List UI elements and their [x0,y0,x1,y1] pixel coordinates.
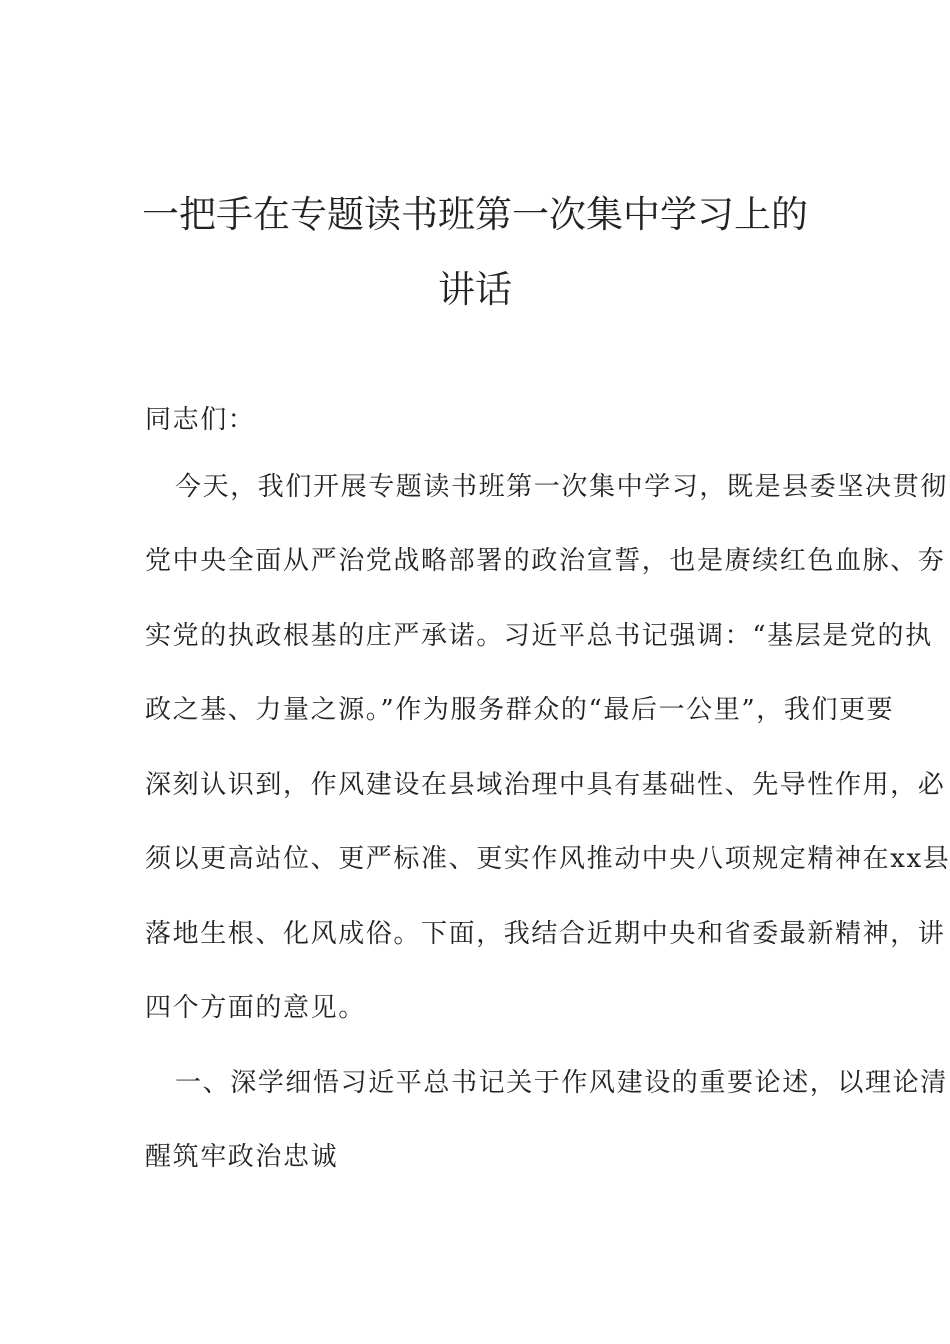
paragraph-line: 须以更高站位、更严标准、更实作风推动中央八项规定精神在xx县 [145,844,950,874]
paragraph-line: 落地生根、化风成俗。下面，我结合近期中央和省委最新精神，讲 [145,919,946,949]
document-title-line: 讲话 [438,268,512,311]
paragraph-line: 四个方面的意见。 [145,993,366,1023]
paragraph-line: 党中央全面从严治党战略部署的政治宣誓，也是赓续红色血脉、夯 [145,546,946,576]
paragraph-line: 政之基、力量之源。”作为服务群众的“最后一公里”，我们更要 [145,695,895,725]
paragraph-line: 深刻认识到，作风建设在县域治理中具有基础性、先导性作用，必 [145,770,946,800]
salutation: 同志们： [145,405,256,435]
section-heading-line: 醒筑牢政治忠诚 [145,1142,339,1172]
document-title-line: 一把手在专题读书班第一次集中学习上的 [142,193,808,236]
paragraph-line: 实党的执政根基的庄严承诺。习近平总书记强调：“基层是党的执 [145,621,933,651]
section-heading-line: 一、深学细悟习近平总书记关于作风建设的重要论述，以理论清 [175,1068,948,1098]
paragraph-line: 今天，我们开展专题读书班第一次集中学习，既是县委坚决贯彻 [175,472,948,502]
